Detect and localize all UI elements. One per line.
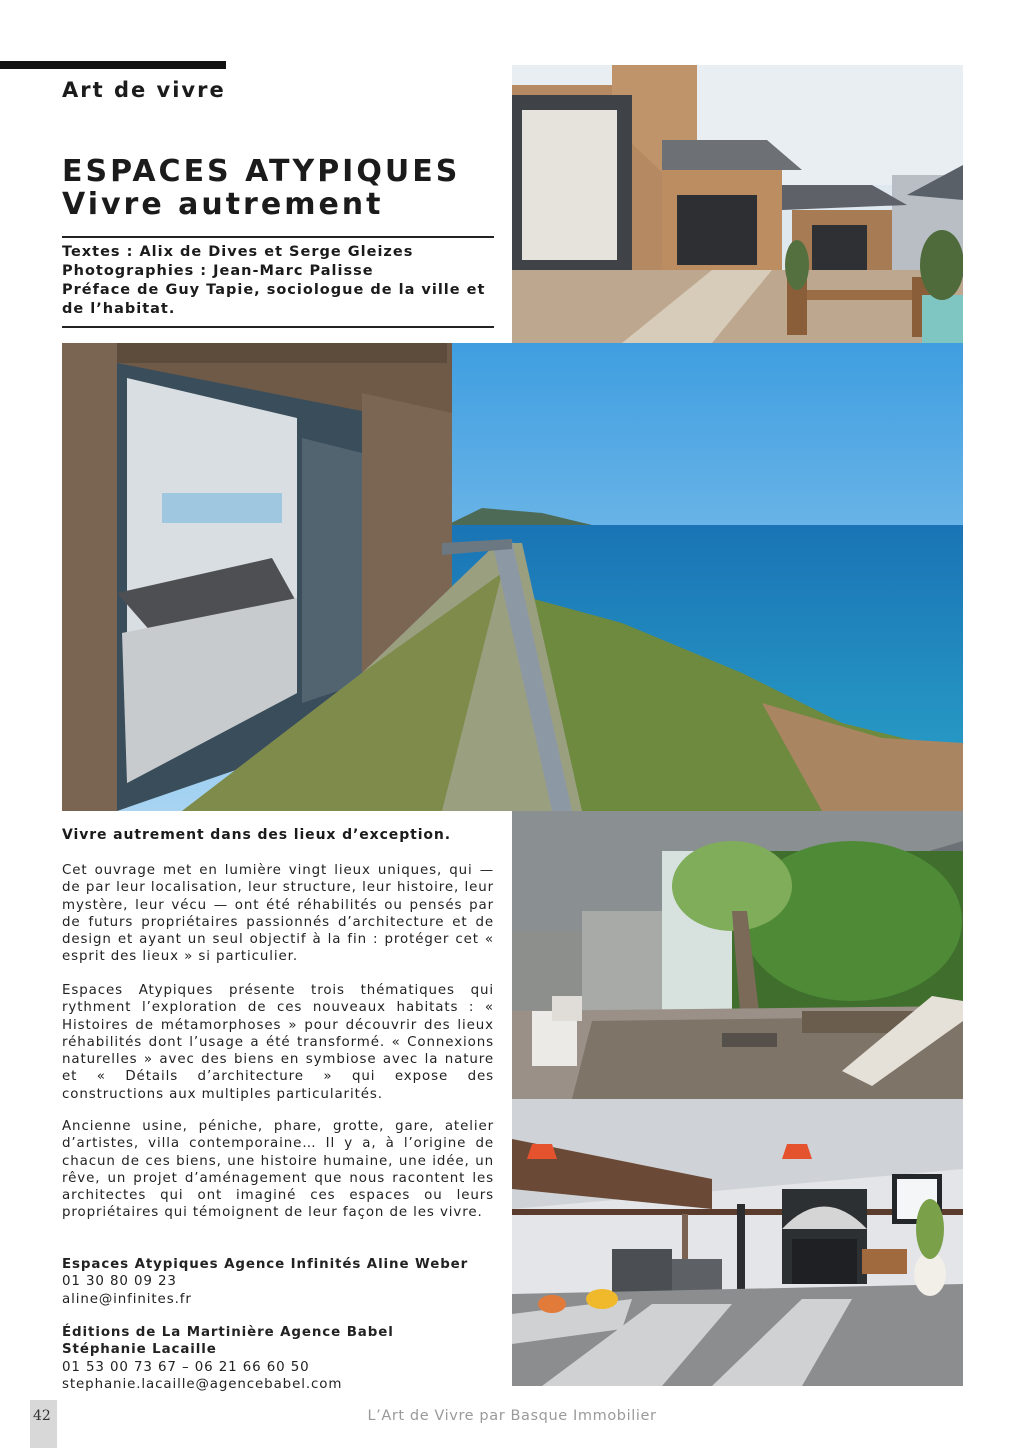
section-bar — [0, 61, 226, 69]
photo-courtyard-tree — [512, 811, 963, 1099]
contact-block-2 — [62, 1324, 394, 1393]
paragraph-3: Ancienne usine, péniche, phare, grotte, gare, atelier d’artistes, villa contemporaine… Il y a, à l’origine de chacun de ces biens, une histoire humaine, une idée, un rêve, un projet d’aménagement que nous racontent les architectes qui ont imaginé ces espaces ou leurs propriétaires qui témoignent de leur façon de les vivre. — [62, 1119, 494, 1221]
contact-1-phone: 01 30 80 09 23 — [62, 1274, 177, 1290]
contact-2-email[interactable]: stephanie.lacaille@agencebabel.com — [62, 1376, 343, 1392]
title-line-1: ESPACES ATYPIQUES — [62, 154, 461, 189]
paragraph-1: Cet ouvrage met en lumière vingt lieux uniques, qui — de par leur localisation, leur structure, leur histoire, leur mystère, leur vécu — ont été réhabilités ou pensés par de futurs propriétaires passionnés d’architecture et de design et ayant un seul objectif à la fin : protéger cet « esprit des lieux » si particulier. — [62, 863, 494, 965]
credit-preface: Préface de Guy Tapie, sociologue de la ville et de l’habitat. — [62, 282, 486, 317]
contact-1-name: Espaces Atypiques Agence Infinités Aline Weber — [62, 1257, 469, 1272]
photo-wooden-house — [512, 65, 963, 343]
photo-industrial-loft — [512, 1099, 963, 1386]
credit-texts: Textes : Alix de Dives et Serge Gleizes — [62, 244, 414, 260]
section-label: Art de vivre — [62, 78, 226, 102]
intro-heading: Vivre autrement dans des lieux d’exception. — [62, 827, 452, 843]
title-line-2: Vivre autrement — [62, 187, 384, 222]
paragraph-2: Espaces Atypiques présente trois thématiques qui rythment l’exploration de ces nouveaux habitats : « Histoires de métamorphoses » pour découvrir des lieux réhabilités dont l’usage a été transformé. « Connexions naturelles » avec des biens en symbiose avec la nature et « Détails d’architecture » qui expose des constructions aux multiples particularités. — [62, 983, 494, 1102]
contact-2-phone: 01 53 00 73 67 – 06 21 66 60 50 — [62, 1359, 310, 1375]
footer-text: L’Art de Vivre par Basque Immobilier — [367, 1408, 657, 1424]
photo-cliff-house-sea-view — [62, 343, 963, 811]
page-number: 42 — [33, 1408, 51, 1424]
divider-bottom — [62, 326, 494, 328]
divider-top — [62, 236, 494, 238]
credit-photos: Photographies : Jean-Marc Palisse — [62, 263, 374, 279]
credits — [62, 243, 498, 319]
contact-1-email[interactable]: aline@infinites.fr — [62, 1291, 192, 1307]
contact-2-person: Stéphanie Lacaille — [62, 1342, 217, 1358]
page-title — [62, 155, 502, 221]
contact-2-name: Éditions de La Martinière Agence Babel — [62, 1325, 394, 1340]
contact-block-1 — [62, 1256, 468, 1308]
